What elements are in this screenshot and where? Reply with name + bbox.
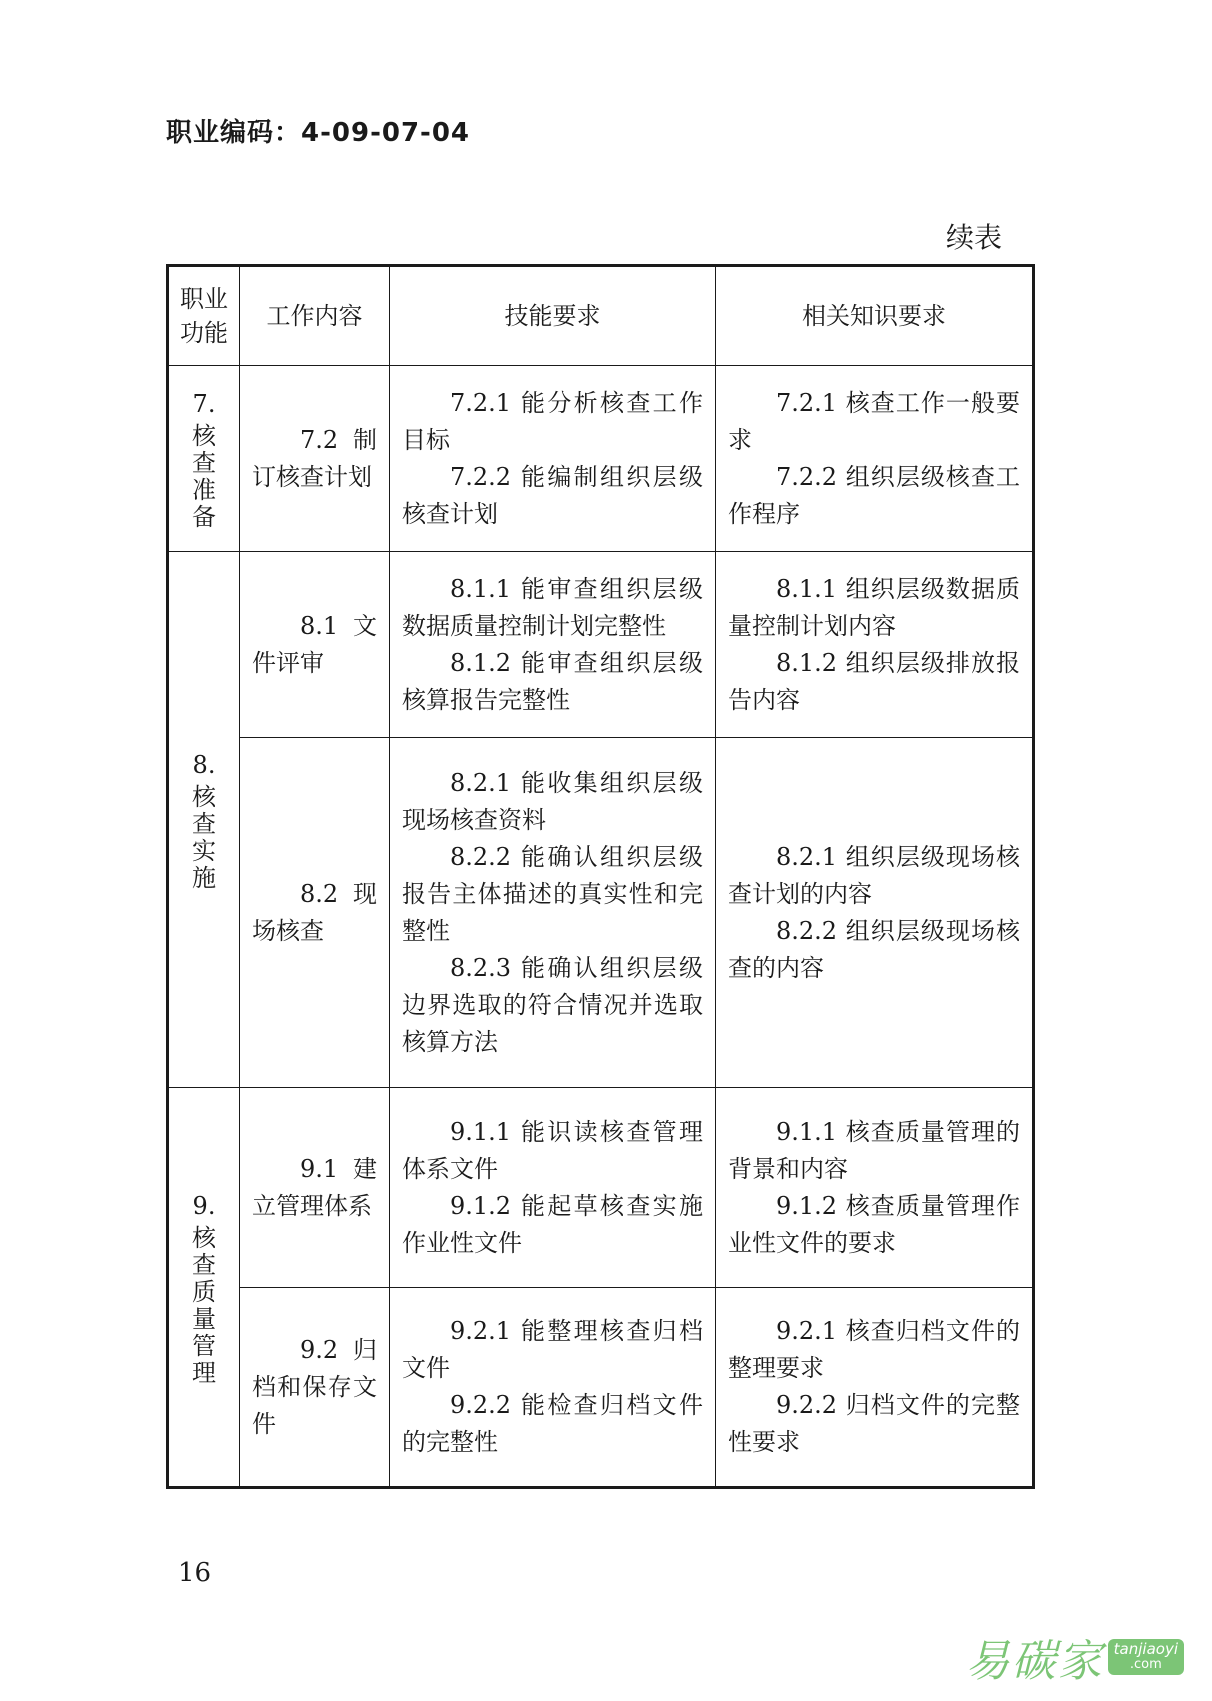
knowledge-cell: [716, 552, 1034, 738]
function-cell: [168, 552, 240, 1088]
skills-cell: [390, 1288, 716, 1488]
skills-cell: [390, 366, 716, 552]
continued-label: 续表: [945, 221, 1002, 254]
knowledge-item: 8.2.2 组织层级现场核查的内容: [728, 916, 1020, 982]
knowledge-item: 7.2.1 核查工作一般要求: [728, 388, 1020, 454]
function-number: 9.: [192, 1191, 216, 1220]
function-number: 7.: [192, 390, 216, 418]
table-row: [168, 1288, 1034, 1488]
work-content-text: 8.2 现场核查: [252, 879, 377, 945]
skill-item: 7.2.1 能分析核查工作目标: [402, 388, 703, 454]
knowledge-item: 9.1.1 核查质量管理的背景和内容: [728, 1117, 1020, 1183]
knowledge-cell: [716, 738, 1034, 1088]
table-row: [168, 738, 1034, 1088]
skill-item: 9.2.2 能检查归档文件的完整性: [402, 1391, 703, 1456]
watermark-text: 易碳家: [965, 1636, 1104, 1687]
function-cell: [168, 366, 240, 552]
table-row: [168, 366, 1034, 552]
table-row: [168, 552, 1034, 738]
skill-item: 7.2.2 能编制组织层级核查计划: [402, 462, 703, 528]
work-content-cell: [240, 738, 390, 1088]
work-content-text: 7.2 制订核查计划: [252, 425, 377, 491]
knowledge-item: 8.2.1 组织层级现场核查计划的内容: [728, 842, 1020, 908]
knowledge-cell: [716, 1288, 1034, 1488]
table-row: [168, 1088, 1034, 1288]
knowledge-item: 8.1.2 组织层级排放报告内容: [728, 648, 1020, 714]
watermark-badge-bottom: .com: [1129, 1657, 1162, 1673]
knowledge-cell: [716, 366, 1034, 552]
skill-item: 8.2.3 能确认组织层级边界选取的符合情况并选取核算方法: [402, 953, 703, 1056]
header-function: 职业 功能: [168, 266, 240, 366]
skill-item: 8.1.1 能审查组织层级数据质量控制计划完整性: [402, 574, 703, 640]
knowledge-item: 7.2.2 组织层级核查工作程序: [728, 462, 1020, 528]
skills-table: [166, 264, 1035, 1489]
watermark-logo: [966, 1625, 1184, 1689]
header-knowledge-requirements: 相关知识要求: [716, 266, 1034, 366]
work-content-text: 9.2 归档和保存文件: [252, 1335, 377, 1438]
skills-cell: [390, 738, 716, 1088]
knowledge-item: 9.2.2 归档文件的完整性要求: [728, 1391, 1020, 1456]
skill-item: 9.1.1 能识读核查管理体系文件: [402, 1117, 703, 1183]
watermark-badge: [1108, 1639, 1184, 1674]
skill-item: 9.2.1 能整理核查归档文件: [402, 1317, 703, 1382]
skills-cell: [390, 1088, 716, 1288]
header-work-content: 工作内容: [240, 266, 390, 366]
work-content-cell: [240, 1288, 390, 1488]
skill-item: 8.2.2 能确认组织层级报告主体描述的真实性和完整性: [402, 842, 703, 945]
occupation-code: 职业编码：4-09-07-04: [166, 118, 471, 148]
function-name: 核查质量管理: [192, 1223, 216, 1387]
skills-cell: [390, 552, 716, 738]
work-content-cell: [240, 552, 390, 738]
header-skill-requirements: 技能要求: [390, 266, 716, 366]
function-name: 核查准备: [192, 422, 216, 531]
knowledge-item: 9.1.2 核查质量管理作业性文件的要求: [728, 1191, 1020, 1257]
function-name: 核查实施: [192, 783, 216, 892]
function-number: 8.: [192, 751, 216, 779]
skill-item: 8.2.1 能收集组织层级现场核查资料: [402, 768, 703, 834]
skill-item: 9.1.2 能起草核查实施作业性文件: [402, 1191, 703, 1257]
page-number: 16: [178, 1558, 212, 1588]
knowledge-item: 9.2.1 核查归档文件的整理要求: [728, 1317, 1020, 1382]
work-content-text: 8.1 文件评审: [252, 611, 377, 677]
knowledge-item: 8.1.1 组织层级数据质量控制计划内容: [728, 574, 1020, 640]
work-content-cell: [240, 1088, 390, 1288]
work-content-text: 9.1 建立管理体系: [252, 1154, 377, 1220]
function-cell: [168, 1088, 240, 1488]
skill-item: 8.1.2 能审查组织层级核算报告完整性: [402, 648, 703, 714]
work-content-cell: [240, 366, 390, 552]
knowledge-cell: [716, 1088, 1034, 1288]
table-header-row: [168, 266, 1034, 366]
watermark-badge-top: tanjiaoyi: [1113, 1640, 1178, 1659]
